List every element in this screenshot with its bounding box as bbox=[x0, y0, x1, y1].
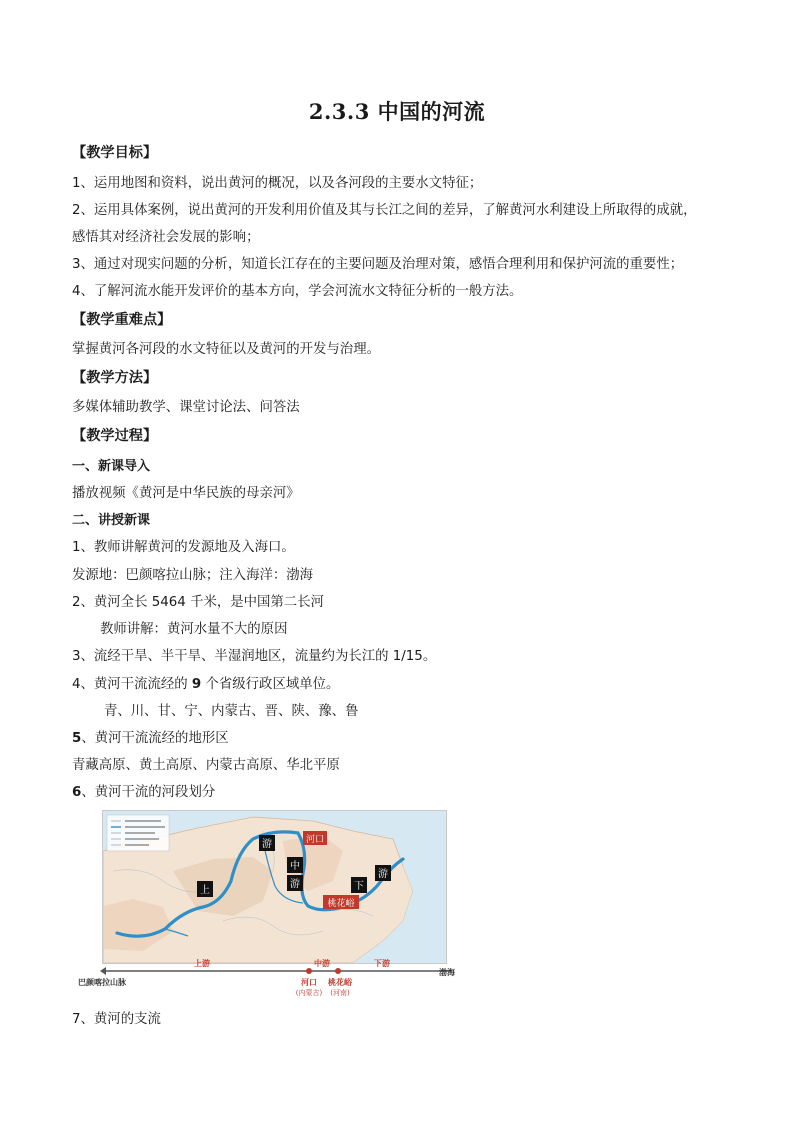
segment-taohuayu: 桃花峪 bbox=[328, 978, 352, 987]
label-you2: 游 bbox=[290, 879, 300, 890]
label-you3: 游 bbox=[378, 869, 388, 880]
lesson-heading: 二、讲授新课 bbox=[72, 513, 151, 528]
goal-2: 2、运用具体案例，说出黄河的开发利用价值及其与长江之间的差异，了解黄河水利建设上所取得的成就， bbox=[72, 203, 697, 218]
hekou-dot bbox=[306, 968, 312, 974]
goal-4: 4、了解河流水能开发评价的基本方向，学会河流水文特征分析的一般方法。 bbox=[72, 284, 523, 299]
goals-heading: 【教学目标】 bbox=[72, 145, 158, 161]
goal-2-cont: 感悟其对经济社会发展的影响； bbox=[72, 230, 260, 245]
segment-source: 巴颜喀拉山脉 bbox=[78, 978, 126, 987]
item-3: 3、流经干旱、半干旱、半湿润地区，流量约为长江的 1/15。 bbox=[72, 649, 437, 664]
segment-middle: 中游 bbox=[314, 959, 330, 968]
item-4-detail: 青、川、甘、宁、内蒙古、晋、陕、豫、鲁 bbox=[104, 704, 359, 719]
item-4-text-a: 4、黄河干流流经的 bbox=[72, 677, 192, 692]
goal-3: 3、通过对现实问题的分析，知道长江存在的主要问题及治理对策，感悟合理利用和保护河流的重要性； bbox=[72, 257, 684, 272]
item-4-number: 9 bbox=[191, 677, 202, 692]
yellow-river-map-drawing bbox=[103, 811, 446, 963]
method-heading: 【教学方法】 bbox=[72, 370, 158, 386]
segment-mouth: 渤海 bbox=[439, 968, 455, 977]
item-5-detail: 青藏高原、黄土高原、内蒙古高原、华北平原 bbox=[72, 758, 340, 773]
item-6-number: 6 bbox=[72, 785, 82, 800]
river-segment-bar-drawing bbox=[72, 955, 472, 1003]
process-heading: 【教学过程】 bbox=[72, 428, 158, 444]
label-hekou: 河口 bbox=[305, 835, 325, 845]
segment-taohuayu-sub: (河南) bbox=[330, 989, 350, 997]
river-segment-bar bbox=[72, 955, 472, 1003]
taohuayu-dot bbox=[335, 968, 341, 974]
key-text: 掌握黄河各河段的水文特征以及黄河的开发与治理。 bbox=[72, 342, 380, 357]
item-1-detail: 发源地：巴颜喀拉山脉；注入海洋：渤海 bbox=[72, 568, 314, 583]
method-text: 多媒体辅助教学、课堂讨论法、问答法 bbox=[72, 400, 300, 415]
page-title: 2.3.3 中国的河流 bbox=[308, 99, 486, 124]
item-4-text-c: 个省级行政区域单位。 bbox=[201, 677, 340, 692]
item-4 bbox=[72, 676, 339, 694]
label-you1: 游 bbox=[262, 839, 272, 850]
item-1: 1、教师讲解黄河的发源地及入海口。 bbox=[72, 540, 295, 555]
item-5-number: 5 bbox=[72, 731, 82, 746]
item-2-detail: 教师讲解：黄河水量不大的原因 bbox=[100, 622, 288, 637]
key-heading: 【教学重难点】 bbox=[72, 312, 172, 328]
item-6 bbox=[72, 784, 215, 802]
label-upper: 上 bbox=[200, 885, 210, 896]
yellow-river-map bbox=[102, 810, 447, 964]
item-5 bbox=[72, 730, 229, 748]
label-xia: 下 bbox=[354, 881, 364, 892]
segment-upper: 上游 bbox=[194, 959, 210, 968]
segment-hekou: 河口 bbox=[301, 978, 317, 987]
item-2: 2、黄河全长 5464 千米，是中国第二长河 bbox=[72, 595, 324, 610]
intro-text: 播放视频《黄河是中华民族的母亲河》 bbox=[72, 486, 300, 501]
label-taohuayu: 桃花峪 bbox=[327, 899, 355, 909]
intro-heading: 一、新课导入 bbox=[72, 459, 151, 474]
segment-lower: 下游 bbox=[374, 959, 390, 968]
goal-1: 1、运用地图和资料，说出黄河的概况，以及各河段的主要水文特征； bbox=[72, 176, 483, 191]
segment-hekou-sub: (内蒙古) bbox=[295, 989, 323, 997]
item-7: 7、黄河的支流 bbox=[72, 1012, 161, 1027]
item-5-text: 、黄河干流流经的地形区 bbox=[81, 731, 229, 746]
item-6-text: 、黄河干流的河段划分 bbox=[81, 785, 216, 800]
label-zhong: 中 bbox=[290, 861, 300, 872]
